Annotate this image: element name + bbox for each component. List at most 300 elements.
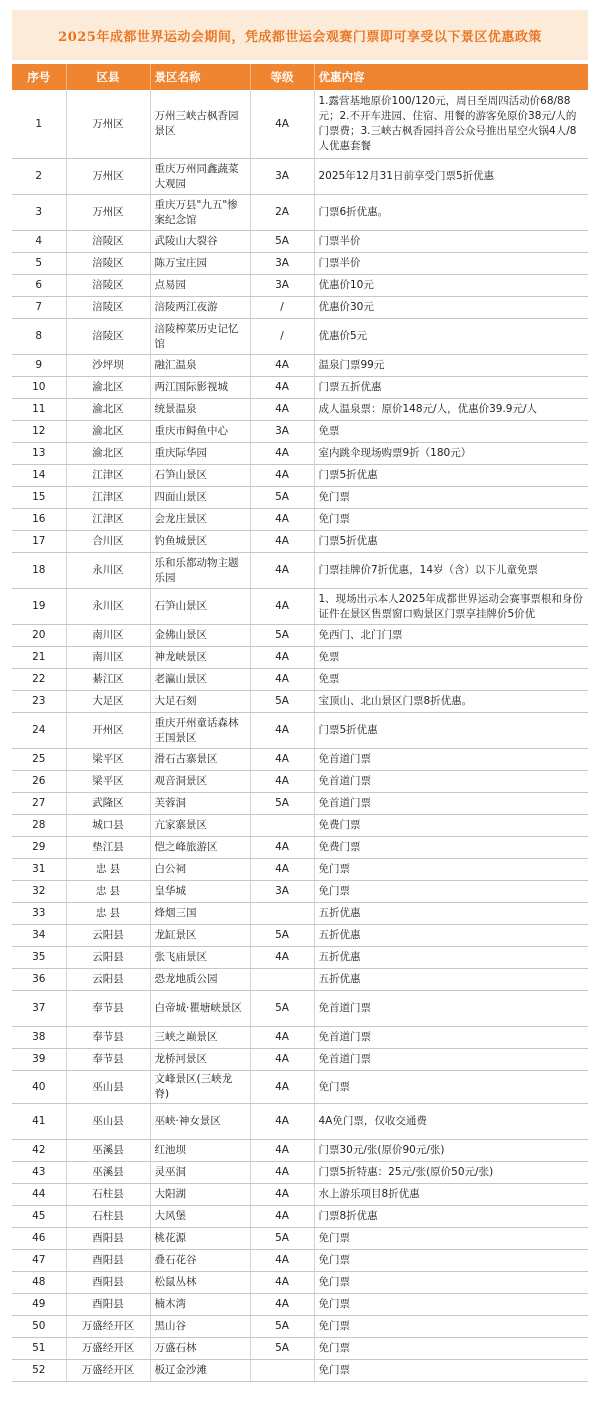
row-offer: 免首道门票: [314, 991, 588, 1027]
row-offer: 免首道门票: [314, 793, 588, 815]
row-index: 40: [12, 1071, 66, 1104]
row-district: 忠 县: [66, 881, 150, 903]
row-level: 4A: [250, 399, 314, 421]
row-scenic-name: 两江国际影视城: [150, 377, 250, 399]
table-row: [12, 319, 588, 355]
row-district: 涪陵区: [66, 319, 150, 355]
row-scenic-name: 大风堡: [150, 1206, 250, 1228]
row-scenic-name: 白公祠: [150, 859, 250, 881]
table-row: [12, 647, 588, 669]
row-district: 巫山县: [66, 1071, 150, 1104]
table-row: [12, 1250, 588, 1272]
row-offer: 优惠价30元: [314, 297, 588, 319]
row-scenic-name: 龙缸景区: [150, 925, 250, 947]
row-scenic-name: 石笋山景区: [150, 589, 250, 625]
table-row: [12, 1272, 588, 1294]
table-row: [12, 713, 588, 749]
table-row: [12, 1294, 588, 1316]
row-index: 52: [12, 1360, 66, 1382]
table-row: [12, 1184, 588, 1206]
row-level: 4A: [250, 947, 314, 969]
row-scenic-name: 涪陵榨菜历史记忆馆: [150, 319, 250, 355]
row-index: 32: [12, 881, 66, 903]
row-level: 4A: [250, 1250, 314, 1272]
header-scenic-name: 景区名称: [150, 64, 250, 90]
row-level: 4A: [250, 1184, 314, 1206]
row-index: 43: [12, 1162, 66, 1184]
table-row: [12, 1206, 588, 1228]
row-index: 24: [12, 713, 66, 749]
row-index: 44: [12, 1184, 66, 1206]
row-level: 5A: [250, 625, 314, 647]
row-offer: 室内跳伞现场购票9折（180元）: [314, 443, 588, 465]
row-scenic-name: 芙蓉洞: [150, 793, 250, 815]
discount-table-container: [12, 64, 588, 1382]
row-scenic-name: 重庆开州童话森林王国景区: [150, 713, 250, 749]
row-offer: 免票: [314, 421, 588, 443]
row-scenic-name: 滑石古寨景区: [150, 749, 250, 771]
row-level: 4A: [250, 465, 314, 487]
row-district: 巫溪县: [66, 1162, 150, 1184]
row-index: 5: [12, 253, 66, 275]
row-level: /: [250, 297, 314, 319]
row-district: 酉阳县: [66, 1228, 150, 1250]
row-index: 9: [12, 355, 66, 377]
row-level: 5A: [250, 1228, 314, 1250]
row-index: 37: [12, 991, 66, 1027]
row-offer: 4A免门票，仅收交通费: [314, 1104, 588, 1140]
row-scenic-name: 重庆万州同鑫蔬菜大观园: [150, 159, 250, 195]
row-index: 11: [12, 399, 66, 421]
row-district: 忠 县: [66, 903, 150, 925]
row-index: 12: [12, 421, 66, 443]
row-district: 酉阳县: [66, 1250, 150, 1272]
row-district: 石柱县: [66, 1206, 150, 1228]
row-scenic-name: 重庆市鲟鱼中心: [150, 421, 250, 443]
row-offer: 五折优惠: [314, 903, 588, 925]
row-scenic-name: 涪陵两江夜游: [150, 297, 250, 319]
row-district: 永川区: [66, 589, 150, 625]
row-index: 3: [12, 195, 66, 231]
row-offer: 免西门、北门门票: [314, 625, 588, 647]
table-row: [12, 837, 588, 859]
row-offer: 门票5折特惠：25元/张(原价50元/张): [314, 1162, 588, 1184]
row-index: 49: [12, 1294, 66, 1316]
table-row: [12, 531, 588, 553]
table-row: [12, 275, 588, 297]
page: [0, 10, 600, 1402]
table-row: [12, 947, 588, 969]
row-scenic-name: 红池坝: [150, 1140, 250, 1162]
row-district: 南川区: [66, 647, 150, 669]
row-offer: 1.露营基地原价100/120元，周日至周四活动价68/88元；2.不开车进园、住宿、用餐的游客免原价38元/人的门票费；3.三峡古枫香园抖音公众号推出星空火锅4人/8人优惠套餐: [314, 90, 588, 159]
row-index: 29: [12, 837, 66, 859]
row-level: 4A: [250, 713, 314, 749]
row-district: 梁平区: [66, 771, 150, 793]
table-row: [12, 969, 588, 991]
row-level: [250, 903, 314, 925]
row-offer: 五折优惠: [314, 947, 588, 969]
row-scenic-name: 金佛山景区: [150, 625, 250, 647]
row-level: 5A: [250, 925, 314, 947]
row-district: 奉节县: [66, 991, 150, 1027]
row-district: 大足区: [66, 691, 150, 713]
row-level: 4A: [250, 749, 314, 771]
row-district: 石柱县: [66, 1184, 150, 1206]
row-scenic-name: 石笋山景区: [150, 465, 250, 487]
row-scenic-name: 桃花源: [150, 1228, 250, 1250]
row-offer: 2025年12月31日前享受门票5折优惠: [314, 159, 588, 195]
table-row: [12, 771, 588, 793]
row-district: 酉阳县: [66, 1272, 150, 1294]
row-scenic-name: 大足石刻: [150, 691, 250, 713]
row-district: 渝北区: [66, 421, 150, 443]
row-scenic-name: 烽烟三国: [150, 903, 250, 925]
table-row: [12, 991, 588, 1027]
row-level: 4A: [250, 1027, 314, 1049]
row-district: 奉节县: [66, 1049, 150, 1071]
row-index: 14: [12, 465, 66, 487]
row-offer: 温泉门票99元: [314, 355, 588, 377]
table-row: [12, 1027, 588, 1049]
table-row: [12, 421, 588, 443]
row-index: 28: [12, 815, 66, 837]
table-row: [12, 487, 588, 509]
row-offer: 优惠价5元: [314, 319, 588, 355]
row-scenic-name: 板辽金沙滩: [150, 1360, 250, 1382]
row-offer: 免费门票: [314, 837, 588, 859]
row-index: 10: [12, 377, 66, 399]
table-row: [12, 1162, 588, 1184]
row-district: 綦江区: [66, 669, 150, 691]
table-row: [12, 1228, 588, 1250]
row-level: 4A: [250, 1049, 314, 1071]
row-scenic-name: 巫峡·神女景区: [150, 1104, 250, 1140]
row-district: 万州区: [66, 90, 150, 159]
row-offer: 门票5折优惠: [314, 713, 588, 749]
row-district: 渝北区: [66, 399, 150, 421]
row-scenic-name: 黑山谷: [150, 1316, 250, 1338]
row-index: 22: [12, 669, 66, 691]
row-scenic-name: 会龙庄景区: [150, 509, 250, 531]
row-offer: 免票: [314, 647, 588, 669]
row-offer: 免门票: [314, 1294, 588, 1316]
row-scenic-name: 叠石花谷: [150, 1250, 250, 1272]
row-level: 3A: [250, 159, 314, 195]
row-scenic-name: 皇华城: [150, 881, 250, 903]
row-district: 酉阳县: [66, 1294, 150, 1316]
row-level: [250, 815, 314, 837]
row-offer: 免费门票: [314, 815, 588, 837]
row-level: 4A: [250, 377, 314, 399]
row-scenic-name: 钓鱼城景区: [150, 531, 250, 553]
row-index: 23: [12, 691, 66, 713]
row-scenic-name: 龙桥河景区: [150, 1049, 250, 1071]
row-district: 云阳县: [66, 925, 150, 947]
row-index: 15: [12, 487, 66, 509]
row-level: 2A: [250, 195, 314, 231]
row-index: 36: [12, 969, 66, 991]
row-index: 46: [12, 1228, 66, 1250]
row-district: 江津区: [66, 465, 150, 487]
row-offer: 免门票: [314, 1316, 588, 1338]
row-level: 4A: [250, 589, 314, 625]
table-row: [12, 925, 588, 947]
row-index: 13: [12, 443, 66, 465]
row-scenic-name: 松鼠丛林: [150, 1272, 250, 1294]
row-scenic-name: 万州三峡古枫香园景区: [150, 90, 250, 159]
row-scenic-name: 武陵山大裂谷: [150, 231, 250, 253]
row-index: 7: [12, 297, 66, 319]
row-offer: 门票6折优惠。: [314, 195, 588, 231]
row-offer: 五折优惠: [314, 969, 588, 991]
row-district: 沙坪坝: [66, 355, 150, 377]
table-row: [12, 793, 588, 815]
row-level: 5A: [250, 231, 314, 253]
row-offer: 免门票: [314, 1250, 588, 1272]
row-level: 4A: [250, 90, 314, 159]
table-row: [12, 1360, 588, 1382]
table-row: [12, 443, 588, 465]
row-index: 27: [12, 793, 66, 815]
table-row: [12, 859, 588, 881]
row-district: 云阳县: [66, 969, 150, 991]
row-district: 渝北区: [66, 443, 150, 465]
row-index: 17: [12, 531, 66, 553]
row-index: 21: [12, 647, 66, 669]
row-index: 19: [12, 589, 66, 625]
row-district: 城口县: [66, 815, 150, 837]
row-level: 5A: [250, 991, 314, 1027]
row-offer: 免门票: [314, 487, 588, 509]
row-offer: 免门票: [314, 509, 588, 531]
row-district: 万盛经开区: [66, 1316, 150, 1338]
row-level: 4A: [250, 1140, 314, 1162]
row-scenic-name: 亢家寨景区: [150, 815, 250, 837]
row-index: 20: [12, 625, 66, 647]
row-offer: 免门票: [314, 1360, 588, 1382]
row-offer: 门票5折优惠: [314, 531, 588, 553]
row-scenic-name: 白帝城·瞿塘峡景区: [150, 991, 250, 1027]
table-row: [12, 691, 588, 713]
row-level: /: [250, 319, 314, 355]
row-level: 3A: [250, 275, 314, 297]
row-scenic-name: 神龙峡景区: [150, 647, 250, 669]
table-row: [12, 1049, 588, 1071]
row-index: 50: [12, 1316, 66, 1338]
row-scenic-name: 万盛石林: [150, 1338, 250, 1360]
row-scenic-name: 张飞庙景区: [150, 947, 250, 969]
row-district: 万州区: [66, 195, 150, 231]
row-offer: 门票30元/张(原价90元/张): [314, 1140, 588, 1162]
row-level: [250, 969, 314, 991]
row-district: 万州区: [66, 159, 150, 195]
discount-table: [12, 64, 588, 1382]
table-row: [12, 297, 588, 319]
row-offer: 免首道门票: [314, 1049, 588, 1071]
row-offer: 门票挂牌价7折优惠，14岁（含）以下儿童免票: [314, 553, 588, 589]
row-district: 万盛经开区: [66, 1338, 150, 1360]
row-level: 4A: [250, 859, 314, 881]
row-level: 3A: [250, 881, 314, 903]
row-level: 5A: [250, 487, 314, 509]
table-row: [12, 553, 588, 589]
table-row: [12, 231, 588, 253]
row-offer: 免首道门票: [314, 749, 588, 771]
row-level: 4A: [250, 355, 314, 377]
table-row: [12, 253, 588, 275]
row-index: 51: [12, 1338, 66, 1360]
row-level: 4A: [250, 1071, 314, 1104]
row-scenic-name: 文峰景区(三峡龙脊): [150, 1071, 250, 1104]
row-level: 4A: [250, 531, 314, 553]
header-offer: 优惠内容: [314, 64, 588, 90]
row-district: 涪陵区: [66, 253, 150, 275]
row-district: 武隆区: [66, 793, 150, 815]
row-offer: 免票: [314, 669, 588, 691]
row-index: 47: [12, 1250, 66, 1272]
row-district: 忠 县: [66, 859, 150, 881]
header-district: 区县: [66, 64, 150, 90]
header-level: 等级: [250, 64, 314, 90]
row-level: 4A: [250, 1294, 314, 1316]
row-level: 4A: [250, 1272, 314, 1294]
row-scenic-name: 老瀛山景区: [150, 669, 250, 691]
table-row: [12, 669, 588, 691]
row-district: 奉节县: [66, 1027, 150, 1049]
table-row: [12, 195, 588, 231]
row-index: 48: [12, 1272, 66, 1294]
row-index: 4: [12, 231, 66, 253]
row-level: 4A: [250, 669, 314, 691]
row-offer: 免门票: [314, 1338, 588, 1360]
row-offer: 成人温泉票：原价148元/人，优惠价39.9元/人: [314, 399, 588, 421]
row-scenic-name: 恐龙地质公园: [150, 969, 250, 991]
row-index: 34: [12, 925, 66, 947]
row-scenic-name: 重庆际华园: [150, 443, 250, 465]
table-row: [12, 625, 588, 647]
row-level: 4A: [250, 1206, 314, 1228]
row-scenic-name: 灵巫洞: [150, 1162, 250, 1184]
table-row: [12, 589, 588, 625]
row-offer: 1、现场出示本人2025年成都世界运动会赛事票根和身份证件在景区售票窗口购景区门票享挂牌价5价优: [314, 589, 588, 625]
row-district: 梁平区: [66, 749, 150, 771]
row-offer: 五折优惠: [314, 925, 588, 947]
table-row: [12, 1140, 588, 1162]
row-district: 巫溪县: [66, 1140, 150, 1162]
row-index: 18: [12, 553, 66, 589]
table-row: [12, 377, 588, 399]
row-level: 4A: [250, 443, 314, 465]
row-district: 垫江县: [66, 837, 150, 859]
header-index: 序号: [12, 64, 66, 90]
page-title: 2025年成都世界运动会期间，凭成都世运会观赛门票即可享受以下景区优惠政策: [12, 10, 588, 60]
row-level: 4A: [250, 1162, 314, 1184]
row-district: 涪陵区: [66, 275, 150, 297]
table-row: [12, 1104, 588, 1140]
row-district: 云阳县: [66, 947, 150, 969]
row-level: 3A: [250, 253, 314, 275]
row-index: 26: [12, 771, 66, 793]
row-level: 4A: [250, 553, 314, 589]
row-scenic-name: 点易园: [150, 275, 250, 297]
row-offer: 优惠价10元: [314, 275, 588, 297]
table-row: [12, 1316, 588, 1338]
table-row: [12, 509, 588, 531]
row-scenic-name: 重庆万县"九五"惨案纪念馆: [150, 195, 250, 231]
row-level: 5A: [250, 1316, 314, 1338]
table-body: [12, 90, 588, 1382]
row-scenic-name: 观音洞景区: [150, 771, 250, 793]
row-index: 35: [12, 947, 66, 969]
table-row: [12, 815, 588, 837]
row-offer: 水上游乐项目8折优惠: [314, 1184, 588, 1206]
row-offer: 门票8折优惠: [314, 1206, 588, 1228]
row-offer: 门票五折优惠: [314, 377, 588, 399]
row-level: [250, 1360, 314, 1382]
row-level: 5A: [250, 793, 314, 815]
row-offer: 免门票: [314, 1228, 588, 1250]
row-district: 江津区: [66, 487, 150, 509]
row-district: 万盛经开区: [66, 1360, 150, 1382]
row-scenic-name: 融汇温泉: [150, 355, 250, 377]
table-row: [12, 881, 588, 903]
row-offer: 免门票: [314, 1071, 588, 1104]
row-scenic-name: 乐和乐都动物主题乐园: [150, 553, 250, 589]
table-row: [12, 903, 588, 925]
table-row: [12, 465, 588, 487]
row-district: 巫山县: [66, 1104, 150, 1140]
row-scenic-name: 大阳湖: [150, 1184, 250, 1206]
row-level: 4A: [250, 647, 314, 669]
table-row: [12, 399, 588, 421]
row-index: 1: [12, 90, 66, 159]
row-scenic-name: 统景温泉: [150, 399, 250, 421]
table-row: [12, 159, 588, 195]
row-district: 开州区: [66, 713, 150, 749]
row-offer: 门票半价: [314, 231, 588, 253]
row-index: 39: [12, 1049, 66, 1071]
table-row: [12, 749, 588, 771]
row-index: 42: [12, 1140, 66, 1162]
row-level: 4A: [250, 1104, 314, 1140]
row-index: 2: [12, 159, 66, 195]
row-index: 33: [12, 903, 66, 925]
row-district: 涪陵区: [66, 297, 150, 319]
row-scenic-name: 楠木湾: [150, 1294, 250, 1316]
table-row: [12, 1338, 588, 1360]
row-level: 3A: [250, 421, 314, 443]
row-offer: 免首道门票: [314, 771, 588, 793]
row-index: 6: [12, 275, 66, 297]
row-level: 4A: [250, 509, 314, 531]
row-district: 南川区: [66, 625, 150, 647]
row-index: 38: [12, 1027, 66, 1049]
row-scenic-name: 陈万宝庄园: [150, 253, 250, 275]
row-scenic-name: 四面山景区: [150, 487, 250, 509]
row-offer: 免首道门票: [314, 1027, 588, 1049]
row-offer: 免门票: [314, 1272, 588, 1294]
row-offer: 免门票: [314, 881, 588, 903]
row-index: 41: [12, 1104, 66, 1140]
table-row: [12, 1071, 588, 1104]
row-offer: 门票半价: [314, 253, 588, 275]
row-index: 25: [12, 749, 66, 771]
row-offer: 免门票: [314, 859, 588, 881]
table-row: [12, 90, 588, 159]
row-level: 4A: [250, 837, 314, 859]
table-header-row: [12, 64, 588, 90]
